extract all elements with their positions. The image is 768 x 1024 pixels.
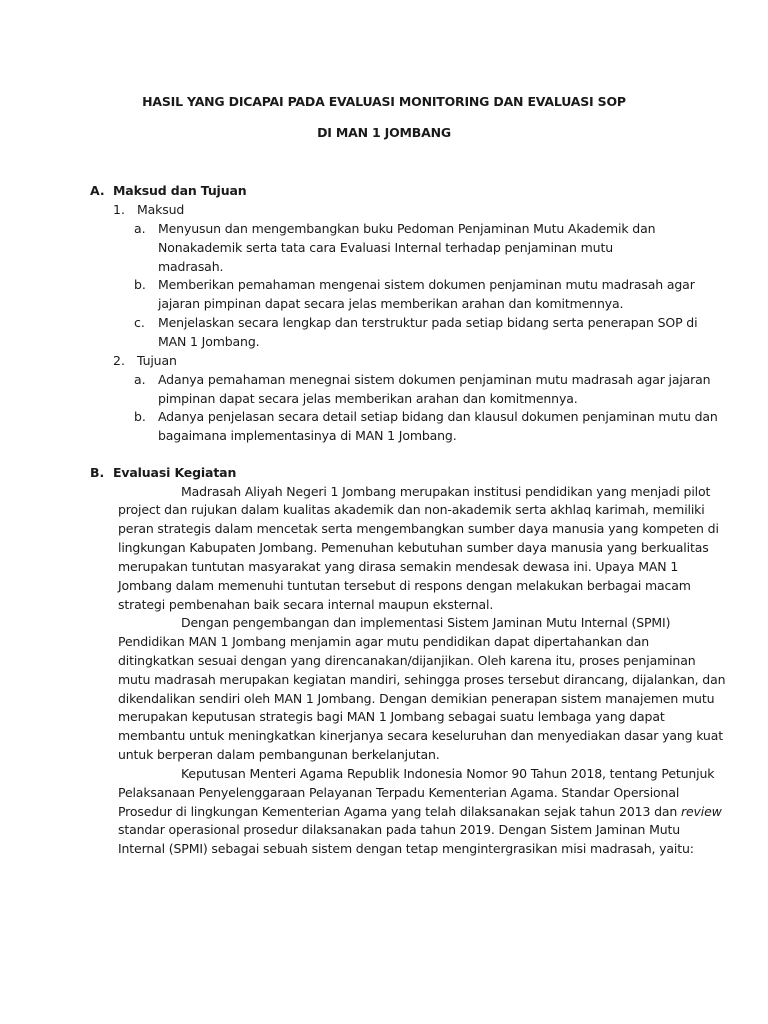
item-1b-line: Memberikan pemahaman mengenai sistem dokumen penjaminan mutu madrasah agar: [158, 277, 695, 292]
section-b-heading: Evaluasi Kegiatan: [113, 465, 237, 480]
paragraph-2-line: membantu untuk meningkatkan kinerjanya secara keseluruhan dan menyediakan dasar yang kuat: [118, 728, 723, 743]
item-1a-line: Nonakademik serta tata cara Evaluasi Internal terhadap penjaminan mutu: [158, 240, 613, 255]
paragraph-2-line: untuk berperan dalam pembangunan berkelanjutan.: [118, 747, 440, 762]
paragraph-2-line: dikendalikan sendiri oleh MAN 1 Jombang. Dengan demikian penerapan sistem manajemen mutu: [118, 691, 715, 706]
item-1-marker: 1.: [113, 202, 125, 217]
item-1c-line: Menjelaskan secara lengkap dan terstruktur pada setiap bidang serta penerapan SOP di: [158, 315, 698, 330]
item-2a-marker: a.: [134, 372, 146, 387]
item-2a-line: Adanya pemahaman menegnai sistem dokumen penjaminan mutu madrasah agar jajaran: [158, 372, 711, 387]
paragraph-2-line: Dengan pengembangan dan implementasi Sistem Jaminan Mutu Internal (SPMI): [181, 615, 671, 630]
item-2-marker: 2.: [113, 353, 125, 368]
paragraph-3-line: standar operasional prosedur dilaksanakan pada tahun 2019. Dengan Sistem Jaminan Mutu: [118, 822, 681, 837]
paragraph-1-line: Jombang dalam memenuhi tuntutan tersebut di respons dengan melakukan berbagai macam: [118, 578, 691, 593]
item-1c-marker: c.: [134, 315, 145, 330]
paragraph-2-line: Pendidikan MAN 1 Jombang menjamin agar mutu pendidikan dapat dipertahankan dan: [118, 634, 649, 649]
item-2b-marker: b.: [134, 409, 146, 424]
item-2b-line: bagaimana implementasinya di MAN 1 Jombang.: [158, 428, 457, 443]
paragraph-1-line: merupakan tuntutan masyarakat yang dirasa semakin mendesak dewasa ini. Upaya MAN 1: [118, 559, 679, 574]
item-1a-line: madrasah.: [158, 259, 224, 274]
paragraph-1-line: Madrasah Aliyah Negeri 1 Jombang merupakan institusi pendidikan yang menjadi pilot: [181, 484, 711, 499]
paragraph-3-line: [118, 803, 722, 822]
item-1a-marker: a.: [134, 221, 146, 236]
document-title-line1: HASIL YANG DICAPAI PADA EVALUASI MONITORING DAN EVALUASI SOP: [142, 94, 626, 109]
paragraph-1-line: peran strategis dalam mencetak serta mengembangkan sumber daya manusia yang kompeten di: [118, 521, 719, 536]
paragraph-1-line: project dan rujukan dalam kualitas akademik dan non-akademik serta akhlaq karimah, memiliki: [118, 502, 705, 517]
paragraph-2-line: ditingkatkan sesuai dengan yang direncanakan/dijanjikan. Oleh karena itu, proses penjaminan: [118, 653, 696, 668]
paragraph-3-line: Pelaksanaan Penyelenggaraan Pelayanan Terpadu Kementerian Agama. Standar Opersional: [118, 785, 680, 800]
paragraph-1-line: lingkungan Kabupaten Jombang. Pemenuhan kebutuhan sumber daya manusia yang berkualitas: [118, 540, 709, 555]
paragraph-1-line: strategi pembenahan baik secara internal maupun eksternal.: [118, 597, 494, 612]
paragraph-2-line: merupakan keputusan strategis bagi MAN 1 Jombang sebagai suatu lembaga yang dapat: [118, 709, 665, 724]
paragraph-3-line: Internal (SPMI) sebagai sebuah sistem dengan tetap mengintergrasikan misi madrasah, yaitu:: [118, 841, 694, 856]
item-1b-line: jajaran pimpinan dapat secara jelas memberikan arahan dan komitmennya.: [158, 296, 624, 311]
item-1b-marker: b.: [134, 277, 146, 292]
section-b-marker: B.: [90, 465, 105, 480]
item-2a-line: pimpinan dapat secara jelas memberikan arahan dan komitmennya.: [158, 391, 578, 406]
section-a-marker: A.: [90, 183, 105, 198]
paragraph-3-italic-text: review: [681, 804, 722, 819]
paragraph-3-line: Keputusan Menteri Agama Republik Indonesia Nomor 90 Tahun 2018, tentang Petunjuk: [181, 766, 715, 781]
section-a-heading: Maksud dan Tujuan: [113, 183, 247, 198]
item-1c-line: MAN 1 Jombang.: [158, 334, 260, 349]
item-2-label: Tujuan: [137, 353, 177, 368]
item-1-label: Maksud: [137, 202, 185, 217]
document-title-line2: DI MAN 1 JOMBANG: [317, 125, 451, 140]
item-2b-line: Adanya penjelasan secara detail setiap bidang dan klausul dokumen penjaminan mutu dan: [158, 409, 718, 424]
paragraph-2-line: mutu madrasah merupakan kegiatan mandiri, sehingga proses tersebut dirancang, dijalankan, dan: [118, 672, 726, 687]
item-1a-line: Menyusun dan mengembangkan buku Pedoman Penjaminan Mutu Akademik dan: [158, 221, 656, 236]
paragraph-3-text: Prosedur di lingkungan Kementerian Agama yang telah dilaksanakan sejak tahun 2013 dan: [118, 804, 681, 819]
